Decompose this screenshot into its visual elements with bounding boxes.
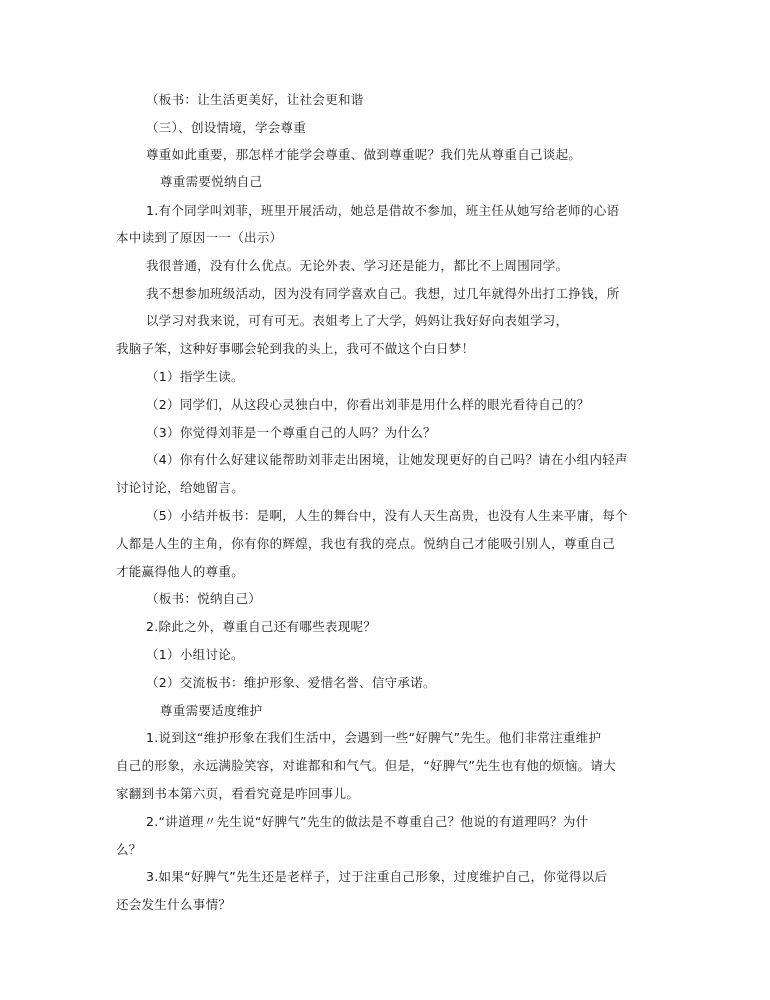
text-line: 家翻到书本第六页，看看究竟是咋回事儿。 — [116, 786, 360, 801]
text-line: 我不想参加班级活动，因为没有同学喜欢自己。我想，过几年就得外出打工挣钱，所 — [146, 286, 620, 301]
section-heading: 尊重需要适度维护 — [160, 703, 263, 718]
text-line: （5）小结并板书：是啊，人生的舞台中，没有人天生高贵，也没有人生来平庸，每个 — [146, 508, 628, 523]
text-line: 么？ — [116, 842, 142, 857]
text-line: 自己的形象，永远满脸笑容，对谁都和和气气。但是，“好脾气”先生也有他的烦恼。请大 — [116, 758, 616, 773]
text-line: （三）、创设情境，学会尊重 — [146, 120, 307, 135]
text-line: 1.说到这“维护形象在我们生活中，会遇到一些“好脾气”先生。他们非常注重维护 — [146, 730, 602, 745]
text-line: 3.如果“好脾气”先生还是老样子，过于注重自己形象，过度维护自己，你觉得以后 — [146, 869, 608, 884]
text-line: 1.有个同学叫刘菲，班里开展活动，她总是借故不参加，班主任从她写给老师的心语 — [146, 203, 620, 218]
section-heading: 尊重需要悦纳自己 — [160, 174, 263, 189]
text-line: 尊重如此重要，那怎样才能学会尊重、做到尊重呢？我们先从尊重自己谈起。 — [146, 147, 582, 162]
text-line: （1）指学生读。 — [146, 369, 244, 384]
text-line: 我脑子笨，这种好事哪会轮到我的头上，我可不做这个白日梦！ — [116, 341, 475, 356]
text-line: （板书：让生活更美好，让社会更和谐 — [146, 92, 364, 107]
text-line: （3）你觉得刘菲是一个尊重自己的人吗？为什么？ — [146, 425, 436, 440]
text-line: （4）你有什么好建议能帮助刘菲走出困境，让她发现更好的自己吗？请在小组内轻声 — [146, 452, 628, 467]
text-line: 才能赢得他人的尊重。 — [116, 564, 245, 579]
text-line: 以学习对我来说，可有可无。表姐考上了大学，妈妈让我好好向表姐学习， — [146, 313, 569, 328]
text-line: 讨论讨论，给她留言。 — [116, 480, 245, 495]
text-line: （2）交流板书：维护形象、爱惜名誉、信守承诺。 — [146, 675, 436, 690]
text-line: 2.“讲道理〃先生说“好脾气”先生的做法是不尊重自己？他说的有道理吗？为什 — [146, 814, 589, 829]
text-line: 还会发生什么事情？ — [116, 897, 232, 912]
text-line: 2.除此之外，尊重自己还有哪些表现呢？ — [146, 619, 377, 634]
text-line: 我很普通，没有什么优点。无论外表、学习还是能力，都比不上周围同学。 — [146, 258, 569, 273]
text-line: （板书：悦纳自己） — [146, 591, 262, 606]
text-line: 本中读到了原因一一（出示） — [116, 230, 283, 245]
text-line: （1）小组讨论。 — [146, 647, 244, 662]
text-line: 人都是人生的主角，你有你的辉煌，我也有我的亮点。悦纳自己才能吸引别人，尊重自己 — [116, 536, 616, 551]
text-line: （2）同学们，从这段心灵独白中，你看出刘菲是用什么样的眼光看待自己的？ — [146, 397, 590, 412]
